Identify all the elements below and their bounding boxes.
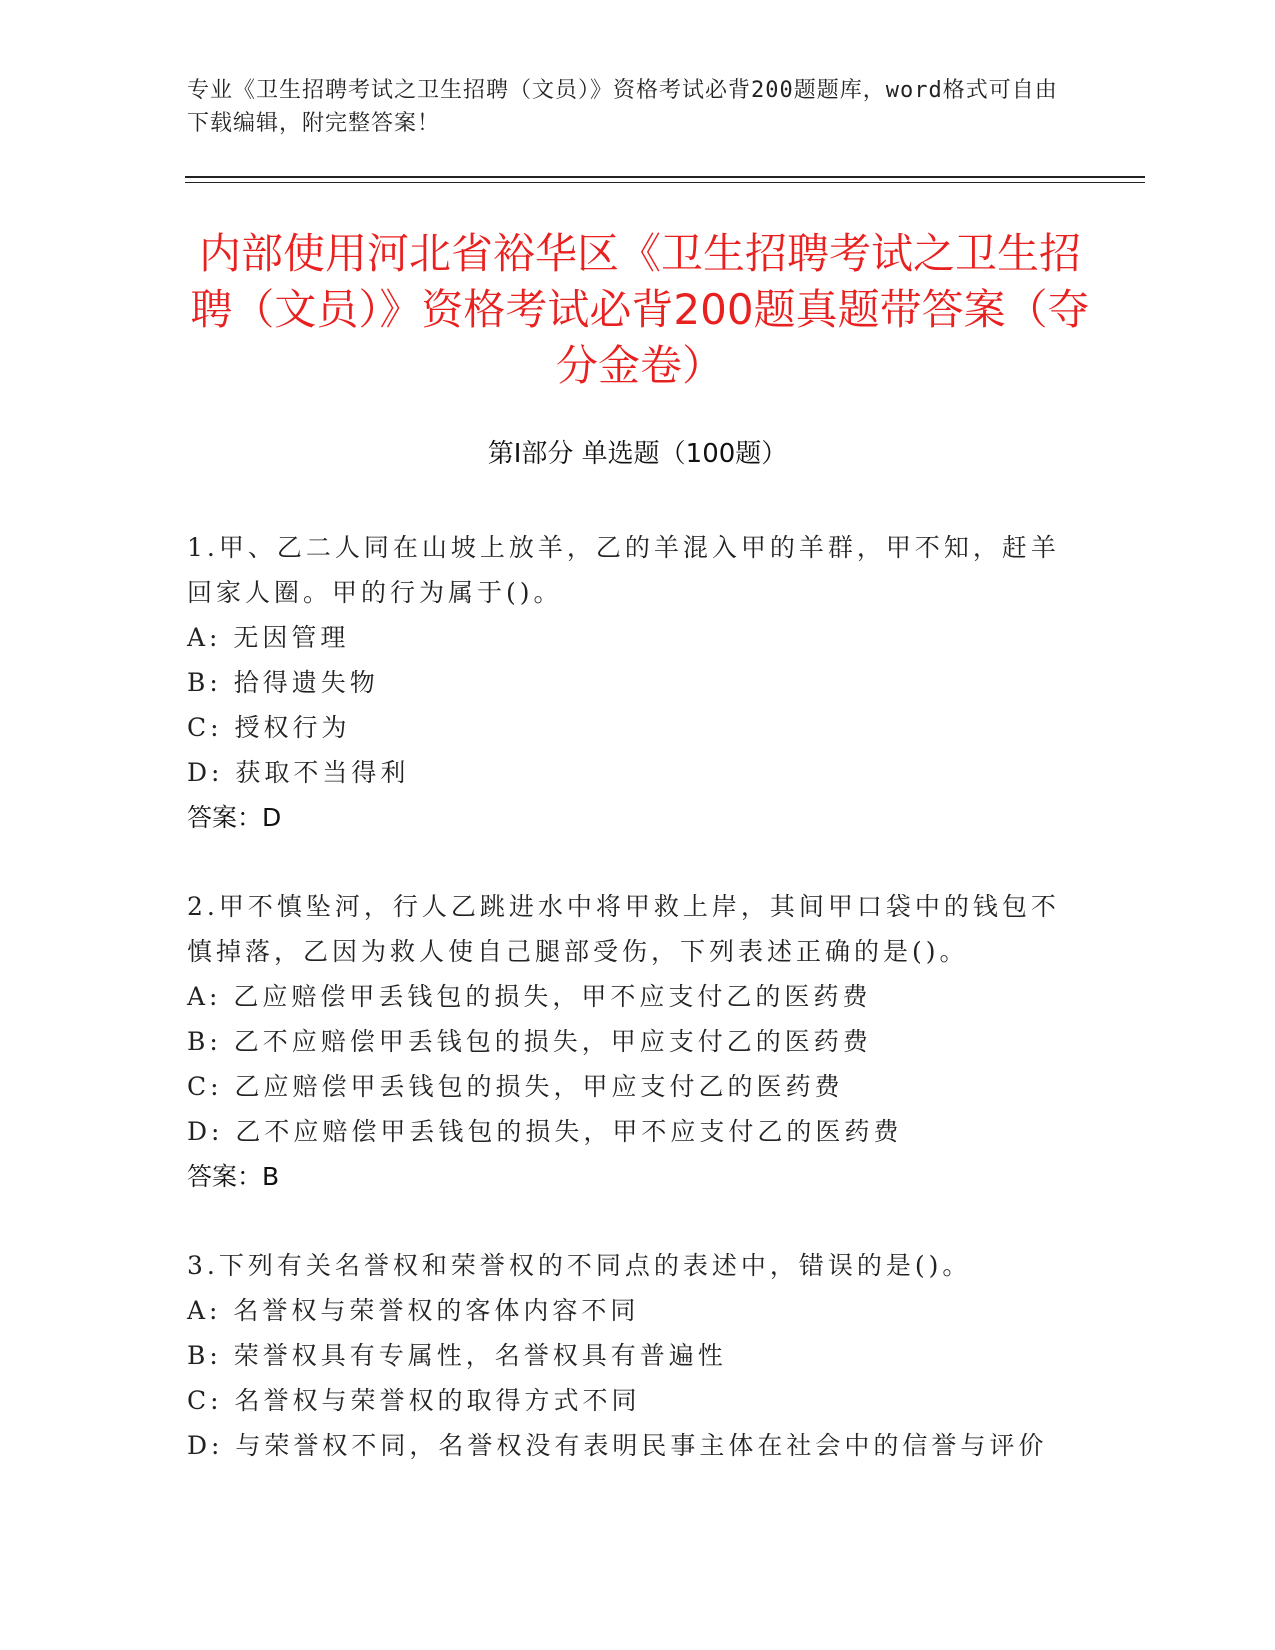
option-a: A: 无因管理: [187, 623, 350, 652]
option-c: C: 授权行为: [187, 713, 351, 742]
header-rule-thin: [185, 182, 1145, 183]
question-stem: 3.下列有关名誉权和荣誉权的不同点的表述中，错误的是()。: [187, 1251, 972, 1280]
header-note: 专业《卫生招聘考试之卫生招聘（文员）》资格考试必背200题题库，word格式可自由下载编辑，附完整答案！: [187, 78, 1058, 136]
question-2: [187, 884, 1067, 1199]
question-stem: 1.甲、乙二人同在山坡上放羊，乙的羊混入甲的羊群，甲不知，赶羊回家人圈。甲的行为属于()。: [187, 533, 1060, 607]
question-stem: 2.甲不慎坠河，行人乙跳进水中将甲救上岸，其间甲口袋中的钱包不慎掉落，乙因为救人使自己腿部受伤，下列表述正确的是()。: [187, 892, 1060, 966]
option-d: D: 获取不当得利: [187, 758, 410, 787]
question-1: [187, 525, 1067, 840]
answer-value: D: [262, 803, 282, 832]
document-title: 内部使用河北省裕华区《卫生招聘考试之卫生招聘（文员）》资格考试必背200题真题带答案（夺分金卷）: [190, 229, 1090, 390]
option-b: B: 荣誉权具有专属性，名誉权具有普遍性: [187, 1341, 727, 1370]
answer-label: 答案：: [187, 803, 263, 832]
option-d: D: 乙不应赔偿甲丢钱包的损失，甲不应支付乙的医药费: [187, 1117, 903, 1146]
answer-line: [187, 1154, 1067, 1199]
header-rule-thick: [185, 176, 1145, 178]
question-3: [187, 1243, 1067, 1468]
option-a: A: 乙应赔偿甲丢钱包的损失，甲不应支付乙的医药费: [187, 982, 872, 1011]
option-c: C: 名誉权与荣誉权的取得方式不同: [187, 1386, 641, 1415]
option-c: C: 乙应赔偿甲丢钱包的损失，甲应支付乙的医药费: [187, 1072, 844, 1101]
option-a: A: 名誉权与荣誉权的客体内容不同: [187, 1296, 640, 1325]
option-b: B: 拾得遗失物: [187, 668, 379, 697]
answer-value: B: [262, 1162, 280, 1191]
section-heading: 第Ⅰ部分 单选题（100题）: [487, 439, 788, 469]
answer-line: [187, 795, 1067, 840]
question-list: [187, 525, 1067, 1512]
answer-label: 答案：: [187, 1162, 263, 1191]
option-b: B: 乙不应赔偿甲丢钱包的损失，甲应支付乙的医药费: [187, 1027, 872, 1056]
option-d: D: 与荣誉权不同，名誉权没有表明民事主体在社会中的信誉与评价: [187, 1431, 1048, 1460]
